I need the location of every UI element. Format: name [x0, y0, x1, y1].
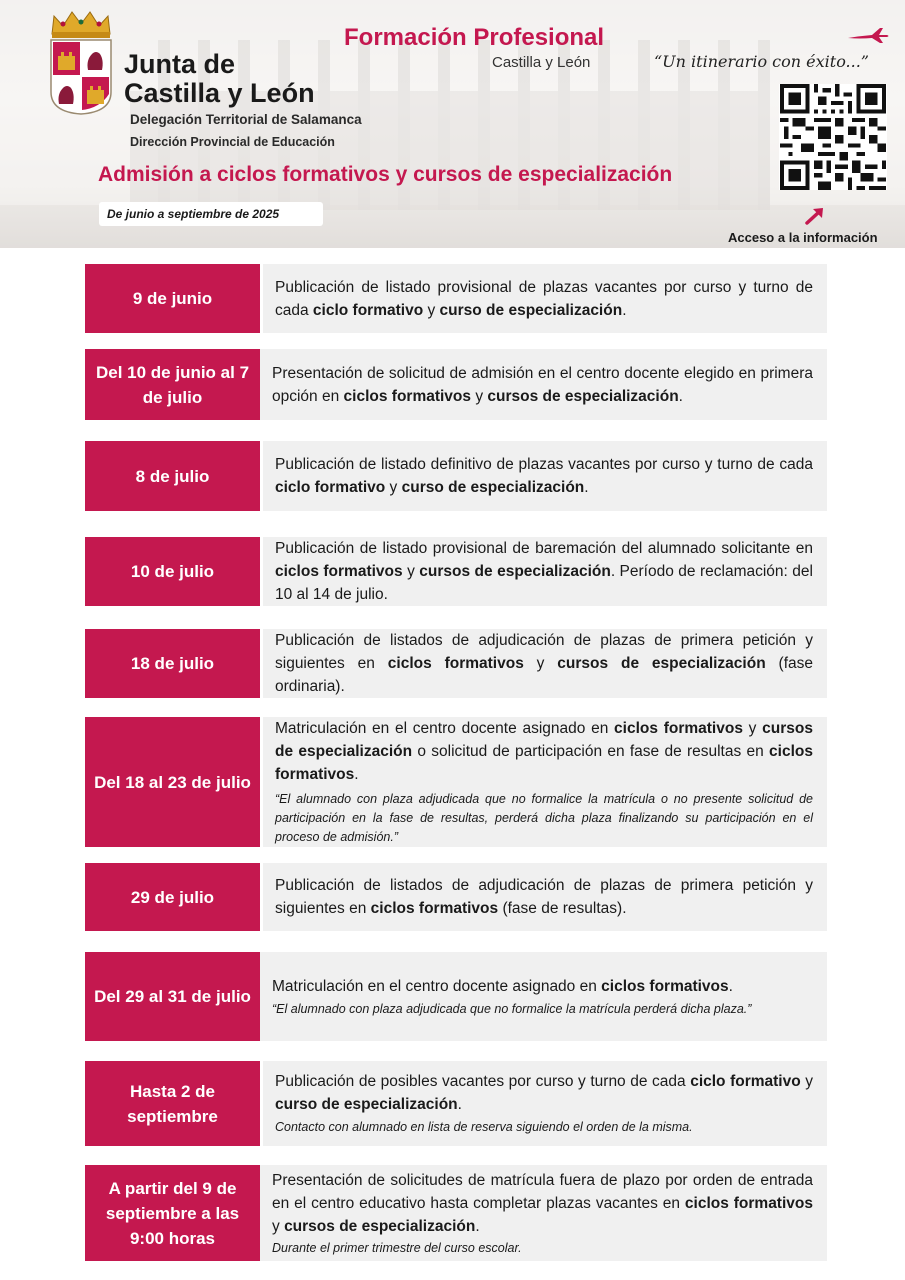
row-date: Del 10 de junio al 7 de julio	[85, 349, 260, 420]
main-title: Admisión a ciclos formativos y cursos de especialización	[98, 163, 673, 186]
access-info-link[interactable]: Acceso a la información	[728, 230, 878, 245]
calendar-row	[85, 717, 827, 847]
calendar-row	[85, 863, 827, 931]
row-text: Matriculación en el centro docente asignado en ciclos formativos y cursos de especialización o solicitud de participación en fase de resultas en ciclos formativos.	[275, 720, 813, 783]
row-date: Del 18 al 23 de julio	[85, 717, 260, 847]
direction-label: Dirección Provincial de Educación	[130, 135, 335, 149]
row-text: Presentación de solicitud de admisión en el centro docente elegido en primera opción en ciclos formativos y cursos de especialización.	[272, 364, 813, 405]
fp-region: Castilla y León	[492, 54, 591, 71]
calendar-row	[85, 349, 827, 420]
row-text: Publicación de listados de adjudicación de plazas de primera petición y siguientes en ciclos formativos y cursos de especialización (fase ordinaria).	[275, 632, 813, 695]
row-description	[260, 349, 827, 420]
airplane-icon	[846, 26, 890, 44]
fp-title: Formación Profesional	[344, 24, 605, 51]
row-text: Publicación de listado definitivo de plazas vacantes por curso y turno de cada ciclo formativo y curso de especialización.	[275, 456, 813, 496]
logo-line-2: Castilla y León	[124, 78, 315, 108]
row-date: 9 de junio	[85, 264, 260, 333]
row-date: 29 de julio	[85, 863, 260, 931]
date-range-badge: De junio a septiembre de 2025	[99, 202, 323, 226]
coat-of-arms-icon	[48, 4, 114, 116]
row-text: Presentación de solicitudes de matrícula fuera de plazo por orden de entrada en el centro educativo hasta completar plazas vacantes en ciclos formativos y cursos de especialización.	[272, 1171, 813, 1235]
row-description	[263, 629, 827, 698]
row-text: Publicación de listado provisional de plazas vacantes por curso y turno de cada ciclo formativo y curso de especialización.	[275, 278, 813, 319]
calendar-row	[85, 537, 827, 606]
delegation-label: Delegación Territorial de Salamanca	[130, 112, 362, 127]
row-text: Matriculación en el centro docente asignado en ciclos formativos.	[272, 977, 733, 995]
calendar-row	[85, 629, 827, 698]
calendar-row	[85, 1061, 827, 1146]
calendar-row	[85, 264, 827, 333]
row-note: Durante el primer trimestre del curso escolar.	[272, 1240, 522, 1255]
slogan: “Un itinerario con éxito...”	[654, 52, 869, 71]
calendar-row	[85, 441, 827, 511]
header-banner	[0, 0, 905, 248]
row-date: 18 de julio	[85, 629, 260, 698]
row-text: Publicación de listados de adjudicación de plazas de primera petición y siguientes en ciclos formativos (fase de resultas).	[275, 877, 813, 917]
row-description	[263, 441, 827, 511]
row-description	[263, 264, 827, 333]
row-date: A partir del 9 de septiembre a las 9:00 horas	[85, 1165, 260, 1261]
row-description	[263, 863, 827, 931]
row-date: 10 de julio	[85, 537, 260, 606]
row-description	[263, 1061, 827, 1146]
row-note: Contacto con alumnado en lista de reserva siguiendo el orden de la misma.	[275, 1120, 693, 1134]
row-note: “El alumnado con plaza adjudicada que no formalice la matrícula perderá dicha plaza.”	[272, 1001, 752, 1016]
logo-title	[124, 50, 315, 108]
row-note: “El alumnado con plaza adjudicada que no formalice la matrícula o no presente solicitud de participación en la fase de resultas, perderá dicha plaza finalizando su participación en el proceso de admisión.”	[275, 792, 813, 844]
arrow-up-right-icon	[804, 206, 826, 226]
row-text: Publicación de listado provisional de baremación del alumnado solicitante en ciclos formativos y cursos de especialización. Período de reclamación: del 10 al 14 de julio.	[275, 540, 813, 603]
row-description	[263, 717, 827, 847]
calendar-row	[85, 1165, 827, 1261]
row-description	[260, 1165, 827, 1261]
row-date: Hasta 2 de septiembre	[85, 1061, 260, 1146]
row-description	[263, 537, 827, 606]
qr-code-icon[interactable]	[779, 84, 887, 190]
row-date: Del 29 al 31 de julio	[85, 952, 260, 1041]
calendar-row	[85, 952, 827, 1041]
row-description	[260, 952, 827, 1041]
logo-line-1: Junta de	[124, 49, 236, 79]
row-text: Publicación de posibles vacantes por curso y turno de cada ciclo formativo y curso de especialización.	[275, 1073, 814, 1113]
row-date: 8 de julio	[85, 441, 260, 511]
